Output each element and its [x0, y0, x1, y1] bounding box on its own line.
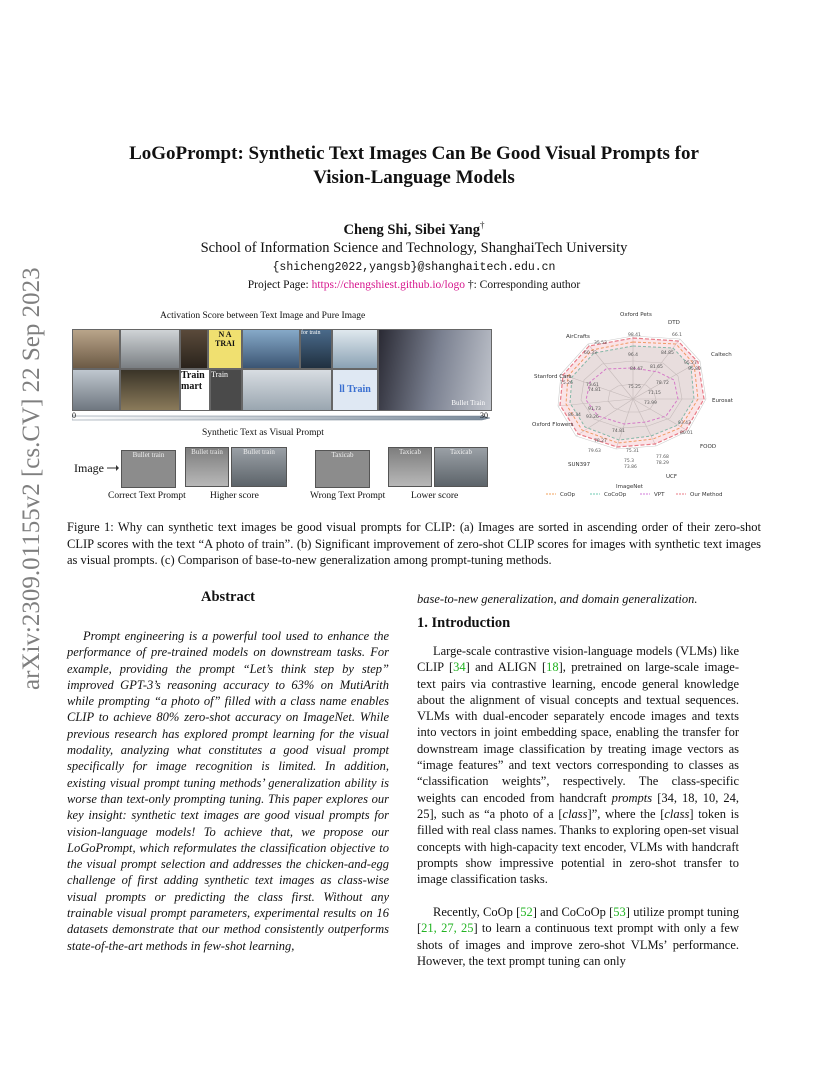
prompt-box-wrong: Taxicab [315, 450, 370, 488]
svg-text:93.43: 93.43 [678, 421, 691, 426]
photo-sign: N A TRAI [208, 329, 242, 369]
svg-text:78.29: 78.29 [656, 461, 669, 466]
image-arrow-icon [107, 464, 119, 472]
photo-interior [120, 369, 180, 411]
arxiv-identifier: arXiv:2309.01155v2 [cs.CV] 22 Sep 2023 [18, 267, 45, 690]
photo-platform [120, 329, 180, 369]
legend-vpt: VPT [654, 492, 665, 498]
radar-label-ucf: UCF [666, 474, 678, 480]
svg-text:35.53: 35.53 [594, 341, 607, 346]
photo-bullet-front [242, 329, 300, 369]
intro-paragraph-2: Recently, CoOp [52] and CoCoOp [53] utilize prompt tuning [21, 27, 25] to learn a continuous text prompt with only a few shots of images and improve zero-shot VLMs’ performance. However, the text prompt tuning can only [417, 905, 740, 968]
label-lower-score: Lower score [411, 491, 459, 501]
title-line-1: LoGoPrompt: Synthetic Text Images Can Be Good Visual Prompts for [129, 143, 699, 164]
radar-chart [528, 306, 760, 506]
prompt-box-correct: Bullet train [121, 450, 176, 488]
citation-link[interactable]: 52 [520, 905, 533, 919]
svg-text:80.01: 80.01 [680, 431, 693, 436]
svg-text:75.25: 75.25 [628, 385, 641, 390]
svg-text:86.34: 86.34 [568, 413, 581, 418]
label-wrong-prompt: Wrong Text Prompt [310, 491, 386, 501]
radar-label-pets: Oxford Pets [620, 312, 652, 318]
svg-text:73.99: 73.99 [644, 401, 657, 406]
svg-text:91.73: 91.73 [588, 407, 601, 412]
svg-text:77.68: 77.68 [656, 455, 669, 460]
photo-ll-train: ll Train [332, 369, 378, 411]
svg-text:95.80: 95.80 [688, 367, 701, 372]
svg-text:73.61: 73.61 [586, 383, 599, 388]
radar-label-eurosat: Eurosat [712, 398, 733, 404]
legend-coop: CoOp [560, 492, 576, 498]
photo-train-mart: Train mart [180, 369, 210, 411]
svg-text:96.4: 96.4 [628, 353, 639, 358]
legend-ours: Our Method [690, 492, 723, 498]
abstract-heading: Abstract [201, 589, 255, 605]
label-correct-prompt: Correct Text Prompt [108, 491, 186, 501]
affiliation: School of Information Science and Technology, ShanghaiTech University [200, 240, 628, 256]
project-prefix: Project Page: [247, 279, 312, 291]
radar-label-caltech: Caltech [711, 352, 732, 358]
svg-text:75.26: 75.26 [560, 381, 573, 386]
svg-text:78.72: 78.72 [656, 381, 669, 386]
email: {shicheng2022,yangsb}@shanghaitech.edu.cn [272, 261, 556, 274]
svg-text:95.27: 95.27 [684, 361, 697, 366]
citation-link[interactable]: 18 [546, 660, 559, 675]
figure-a-title: Activation Score between Text Image and Pure Image [160, 311, 366, 321]
photo-bullet-side [242, 369, 332, 411]
svg-text:66.1: 66.1 [672, 333, 683, 338]
title-line-2: Vision-Language Models [313, 167, 515, 188]
image-label: Image [74, 461, 104, 475]
project-suffix: †: Corresponding author [464, 279, 581, 291]
abstract-text: Prompt engineering is a powerful tool used to enhance the performance of pre-trained models on downstream tasks. For example, providing the prompt “Let’s think step by step” improved GPT-3’s reasoning accuracy to 63% on MutiArith while prompting “a photo of” filled with a class name enables CLIP to achieve 80% zero-shot accuracy on ImageNet. While previous research has explored prompt learning for the visual modality, analyzing what constitutes a good visual prompt specifically for image recognition is limited. In addition, existing visual prompt tuning methods’ generalization ability is worse than text-only prompting tuning. This paper explores our key insight: synthetic text images are good visual prompts for vision-language models! To achieve that, we propose our LoGoPrompt, which reformulates the classification objective to the visual prompt selection and addresses the chicken-and-egg challenge of first adding synthetic text images as class-wise visual prompts or predicting the class first. Without any trainable visual prompt parameters, experimental results on 16 datasets demonstrate that our method consistently outperforms state-of-the-art methods in few-shot learning, [67, 629, 389, 953]
paper-title [60, 142, 768, 190]
photo-station [72, 329, 120, 369]
svg-text:71.15: 71.15 [648, 391, 661, 396]
svg-text:81.65: 81.65 [650, 365, 663, 370]
radar-label-aircrafts: AirCrafts [566, 334, 590, 340]
score-axis [72, 409, 490, 417]
citation-link[interactable]: 21, 27, 25 [421, 921, 474, 936]
radar-label-dtd: DTD [668, 320, 680, 326]
figure-b-title: Synthetic Text as Visual Prompt [202, 428, 324, 438]
svg-text:74.81: 74.81 [612, 429, 625, 434]
intro-heading: 1. Introduction [417, 615, 511, 631]
radar-label-food: FOOD [700, 444, 717, 450]
svg-text:74.81: 74.81 [588, 388, 601, 393]
axis-min-label: 0 [72, 411, 76, 420]
photo-for-train: for train [300, 329, 332, 369]
photo-dark [180, 329, 208, 369]
prompt-image-correct-2: Bullet train [231, 447, 287, 487]
svg-text:73.86: 73.86 [624, 465, 637, 470]
photo-track [72, 369, 120, 411]
prompt-image-wrong-1: Taxicab [388, 447, 432, 487]
radar-label-cars: Stanford Cars [534, 374, 572, 380]
project-page [60, 279, 768, 291]
photo-bullet-train-motion: Bullet Train [378, 329, 492, 411]
svg-text:75.31: 75.31 [626, 449, 639, 454]
svg-text:98.41: 98.41 [628, 333, 641, 338]
svg-text:93.26: 93.26 [586, 415, 599, 420]
svg-text:60.33: 60.33 [584, 351, 597, 356]
radar-legend [546, 492, 722, 498]
svg-text:84.85: 84.85 [661, 351, 674, 356]
radar-label-imagenet: ImageNet [616, 484, 643, 490]
svg-text:84.47: 84.47 [630, 367, 643, 372]
citation-link[interactable]: 53 [613, 905, 626, 919]
photo-train-sign: Train [210, 369, 242, 411]
figure-caption: Figure 1: Why can synthetic text images be good visual prompts for CLIP: (a) Images are sorted in ascending order of their zero-shot CLIP scores with the text “A photo of train”. (b) Significant improvement of zero-shot CLIP scores for images with synthetic text images as visual prompts. (c) Comparison of base-to-new generalization among prompt-tuning methods. [67, 520, 761, 567]
label-higher-score: Higher score [210, 491, 259, 501]
legend-cocoop: CoCoOp [604, 492, 627, 498]
radar-label-sun: SUN397 [568, 462, 591, 468]
intro-paragraph-1: Large-scale contrastive vision-language models (VLMs) like CLIP [34] and ALIGN [18], pretrained on large-scale image-text pairs via contrastive learning, encode general knowledge about the alignment of visual concepts and textual sequences. VLMs with dual-encoder separately encode images and texts into vectors in joint embedding space, enabling the transfer for downstream image classification by treating image vectors as “image features” and text vectors corresponding to classes as “classification weights”, respectively. The class-specific weights can encoded from handcraft prompts [34, 18, 10, 24, 25], such as “a photo of a [class]”, where the [class] token is filled with real class names. Thanks to exploring open-set visual concepts with high-capacity text encoder, VLMs with handcraft prompts show impressive potential in zero-shot transfer to image classification tasks. [417, 644, 739, 887]
corresponding-mark: † [479, 220, 485, 230]
project-link[interactable]: https://chengshiest.github.io/logo [311, 279, 465, 291]
axis-max-label: 30 [480, 411, 488, 420]
authors-text: Cheng Shi, Sibei Yang [343, 221, 480, 238]
author-list [60, 220, 768, 239]
prompt-image-correct-1: Bullet train [185, 447, 229, 487]
svg-text:78.27: 78.27 [594, 439, 607, 444]
prompt-image-wrong-2: Taxicab [434, 447, 488, 487]
citation-link[interactable]: 34 [453, 660, 466, 675]
radar-label-flowers: Oxford Flowers [532, 422, 574, 428]
svg-text:75.3: 75.3 [624, 459, 635, 464]
abstract-continued: base-to-new generalization, and domain generalization. [417, 592, 698, 606]
photo-shinkansen [332, 329, 378, 369]
svg-text:79.63: 79.63 [588, 449, 601, 454]
